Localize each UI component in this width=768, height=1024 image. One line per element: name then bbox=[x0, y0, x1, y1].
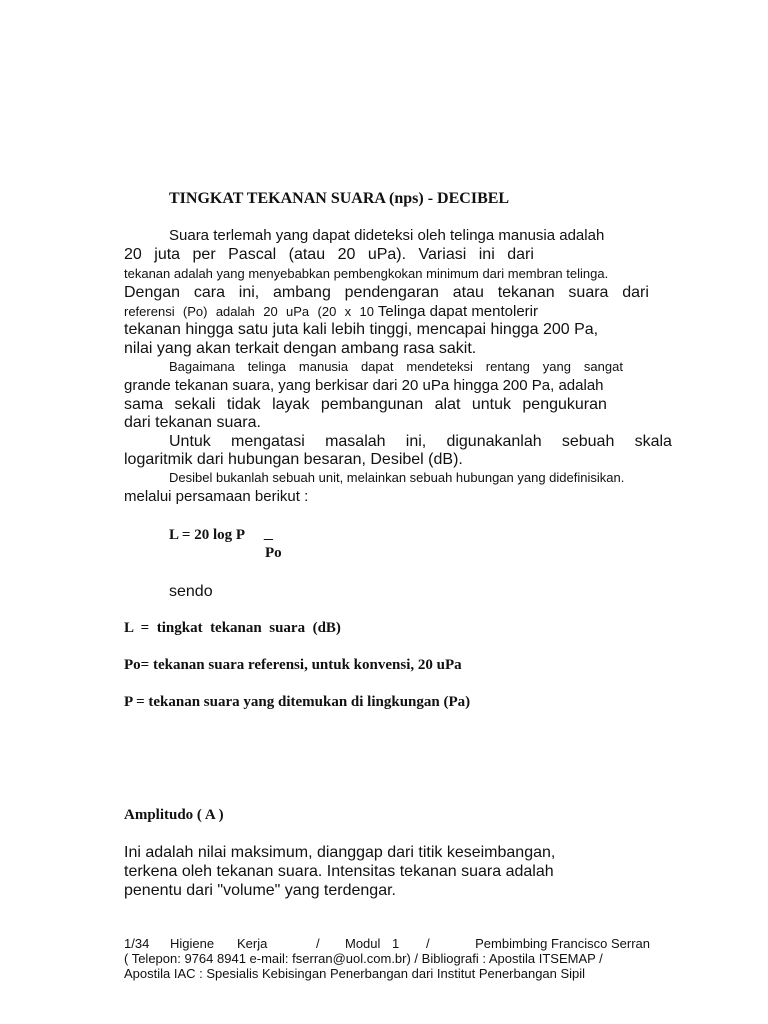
amplitude-line3: penentu dari "volume" yang terdengar. bbox=[124, 882, 396, 899]
word: (atau bbox=[288, 246, 326, 263]
word: Variasi bbox=[418, 246, 467, 263]
word: layak bbox=[272, 396, 310, 413]
word: dari bbox=[622, 284, 649, 301]
amplitude-heading: Amplitudo ( A ) bbox=[124, 807, 224, 823]
word: telinga bbox=[247, 359, 286, 374]
word: skala bbox=[634, 433, 672, 450]
footer-word: Higiene bbox=[170, 936, 215, 951]
para1-line1: Suara terlemah yang dapat dideteksi oleh telinga manusia adalah bbox=[169, 227, 605, 244]
word: rentang bbox=[485, 359, 530, 374]
word: ini bbox=[478, 246, 495, 263]
word: uPa bbox=[286, 304, 310, 319]
word: cara bbox=[193, 284, 225, 301]
formula-bar: _ bbox=[264, 524, 273, 541]
word: referensi bbox=[124, 304, 175, 319]
formula-denominator: Po bbox=[265, 545, 282, 561]
footer-line3: Apostila IAC : Spesialis Kebisingan Penerbangan dari Institut Penerbangan Sipil bbox=[124, 966, 586, 981]
word: (Po) bbox=[182, 304, 208, 319]
word: mengatasi bbox=[231, 433, 305, 450]
word: ini, bbox=[238, 284, 260, 301]
word: tekanan bbox=[497, 284, 555, 301]
word: Bagaimana bbox=[169, 359, 235, 374]
footer-word: 1 bbox=[392, 936, 400, 951]
footer-word: Kerja bbox=[237, 936, 268, 951]
footer-separator: / bbox=[426, 936, 430, 951]
word: per bbox=[192, 246, 216, 263]
amplitude-line2: terkena oleh tekanan suara. Intensitas tekanan suara adalah bbox=[124, 863, 554, 880]
para4-line2: melalui persamaan berikut : bbox=[124, 488, 309, 505]
word: x bbox=[344, 304, 352, 319]
formula-lhs: L = 20 log P bbox=[169, 527, 246, 543]
para1-line3: tekanan adalah yang menyebabkan pembengkokan minimum dari membran telinga. bbox=[124, 266, 609, 281]
page-title: TINGKAT TEKANAN SUARA (nps) - DECIBEL bbox=[169, 190, 510, 207]
word: manusia bbox=[298, 359, 349, 374]
para1-line2 bbox=[124, 246, 534, 263]
word: pengukuran bbox=[522, 396, 607, 413]
word: dapat bbox=[360, 359, 394, 374]
word: 10 bbox=[359, 304, 374, 319]
para2-line4: dari tekanan suara. bbox=[124, 414, 261, 431]
word: pendengaran bbox=[344, 284, 439, 301]
para3-line2: logaritmik dari hubungan besaran, Desibel (dB). bbox=[124, 451, 463, 468]
word: masalah bbox=[325, 433, 386, 450]
word: 20 bbox=[124, 246, 142, 263]
word: sangat bbox=[583, 359, 623, 374]
footer-page-number: 1/34 bbox=[124, 936, 150, 951]
amplitude-line1: Ini adalah nilai maksimum, dianggap dari titik keseimbangan, bbox=[124, 844, 556, 861]
word: Telinga bbox=[377, 303, 426, 320]
definition-P: P = tekanan suara yang ditemukan di lingkungan (Pa) bbox=[124, 694, 471, 710]
para1-line4 bbox=[124, 284, 649, 301]
word: (20 bbox=[317, 304, 337, 319]
footer-line2: ( Telepon: 9764 8941 e-mail: fserran@uol.com.br) / Bibliografi : Apostila ITSEMAP / bbox=[124, 951, 603, 966]
word: suara bbox=[568, 284, 609, 301]
word: digunakanlah bbox=[446, 433, 542, 450]
word: Dengan bbox=[124, 284, 181, 301]
word: yang bbox=[542, 359, 571, 374]
para4-line1: Desibel bukanlah sebuah unit, melainkan sebuah hubungan yang didefinisikan. bbox=[169, 470, 625, 485]
word: juta bbox=[154, 246, 181, 263]
word: atau bbox=[452, 284, 484, 301]
word: untuk bbox=[471, 396, 511, 413]
word: adalah bbox=[215, 304, 255, 319]
footer-separator: / bbox=[316, 936, 320, 951]
word: uPa). bbox=[367, 246, 407, 263]
word: Pascal bbox=[228, 246, 277, 263]
para1-line5 bbox=[124, 303, 538, 320]
word: pembangunan bbox=[320, 396, 424, 413]
sendo-label: sendo bbox=[169, 583, 213, 600]
definition-Po: Po= tekanan suara referensi, untuk konvensi, 20 uPa bbox=[124, 657, 462, 673]
word: 20 bbox=[337, 246, 356, 263]
para2-line1 bbox=[169, 358, 623, 375]
definition-L: L = tingkat tekanan suara (dB) bbox=[124, 620, 341, 636]
word: alat bbox=[434, 396, 461, 413]
word: 20 bbox=[263, 304, 278, 319]
word: sebuah bbox=[561, 433, 615, 450]
word: dapat bbox=[429, 303, 468, 320]
word: dari bbox=[507, 246, 534, 263]
word: sekali bbox=[174, 396, 216, 413]
footer-word: Modul bbox=[345, 936, 381, 951]
footer-author: Pembimbing Francisco Serran bbox=[475, 936, 650, 951]
para3-line1 bbox=[169, 433, 672, 450]
para2-line2: grande tekanan suara, yang berkisar dari 20 uPa hingga 200 Pa, adalah bbox=[124, 377, 604, 394]
word: Untuk bbox=[169, 433, 211, 450]
para1-line7: nilai yang akan terkait dengan ambang rasa sakit. bbox=[124, 340, 477, 357]
word: mentolerir bbox=[471, 303, 538, 320]
word: mendeteksi bbox=[406, 359, 473, 374]
para2-line3 bbox=[124, 396, 607, 413]
para1-line6: tekanan hingga satu juta kali lebih tinggi, mencapai hingga 200 Pa, bbox=[124, 321, 599, 338]
word: tidak bbox=[226, 396, 261, 413]
word: ambang bbox=[273, 284, 331, 301]
word: sama bbox=[124, 396, 164, 413]
word: ini, bbox=[405, 433, 427, 450]
